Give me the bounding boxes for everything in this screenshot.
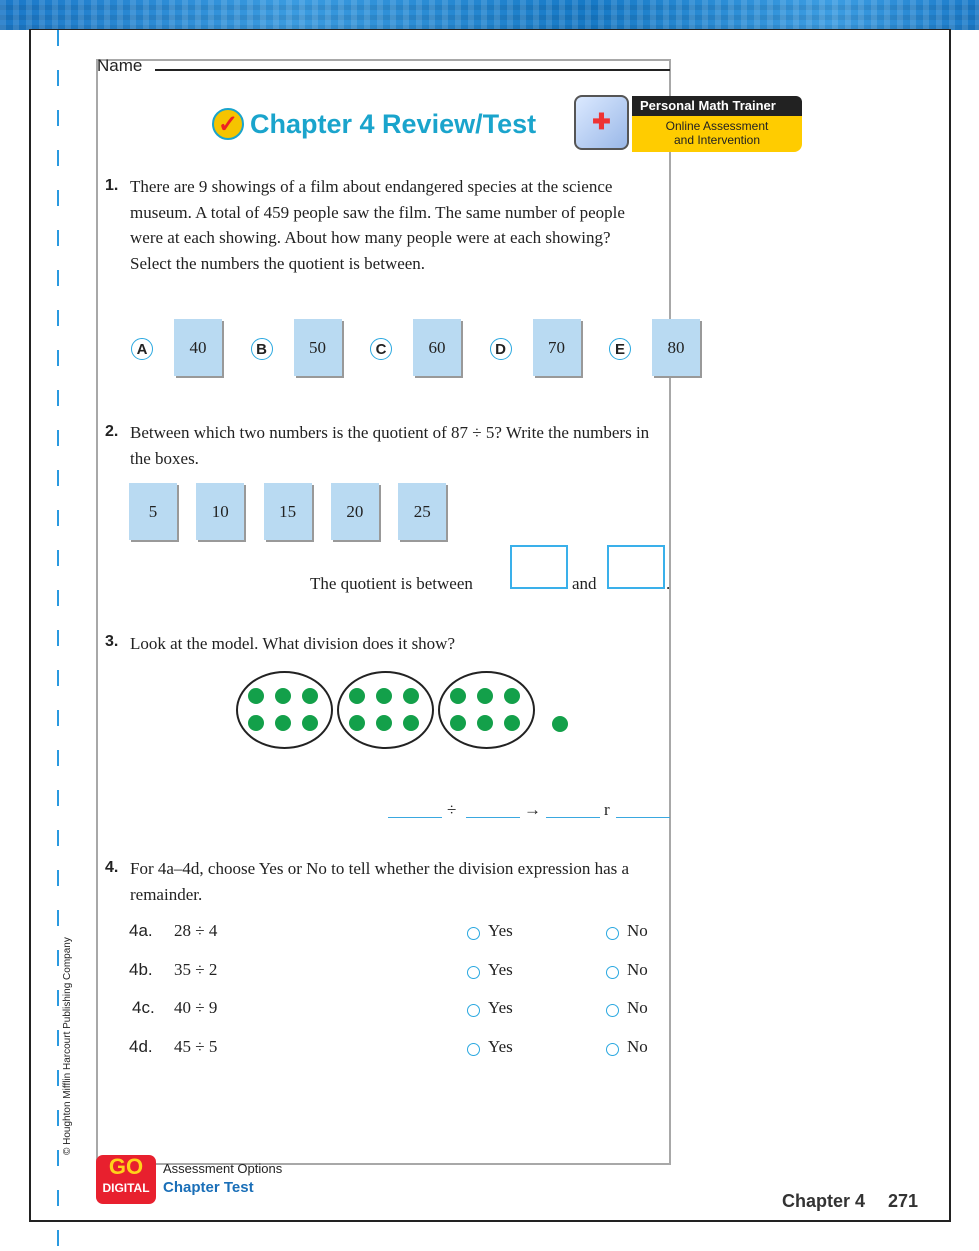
- row-label: 4b.: [129, 959, 153, 979]
- option-letter-a[interactable]: A: [131, 338, 153, 360]
- no-label: No: [627, 921, 648, 940]
- name-label: Name: [97, 56, 143, 75]
- page-number: 271: [888, 1191, 919, 1211]
- counter-dot: [349, 688, 365, 704]
- question-2-text: Between which two numbers is the quotient of 87 ÷ 5? Write the numbers in the boxes.: [130, 423, 650, 468]
- number-tile[interactable]: 25: [398, 483, 446, 540]
- dashed-margin-line: [57, 30, 59, 1251]
- counter-dot: [376, 688, 392, 704]
- counter-dot: [349, 715, 365, 731]
- arrow-icon: →: [524, 800, 541, 819]
- division-expression: 35 ÷ 2: [174, 959, 218, 979]
- pmt-subtitle: [632, 116, 802, 152]
- counter-dot: [302, 715, 318, 731]
- checkmark-icon: ✓: [212, 108, 244, 140]
- yes-radio[interactable]: [467, 1004, 480, 1017]
- counter-dot: [403, 688, 419, 704]
- period: .: [666, 574, 671, 593]
- assessment-options-label: Assessment Options: [163, 1161, 283, 1176]
- question-number: 2.: [105, 423, 119, 440]
- digital-text: DIGITAL: [102, 1181, 150, 1195]
- answer-sentence: The quotient is between: [310, 574, 473, 593]
- question-3-text: Look at the model. What division does it show?: [130, 634, 456, 653]
- counter-dot: [275, 715, 291, 731]
- number-tile[interactable]: 20: [331, 483, 379, 540]
- counter-dot: [450, 688, 466, 704]
- pmt-line-2: and Intervention: [673, 133, 761, 147]
- group-oval: [438, 671, 535, 749]
- row-label: 4a.: [129, 921, 153, 940]
- yes-label: Yes: [488, 959, 513, 979]
- dividend-blank[interactable]: [388, 817, 442, 818]
- pmt-title: Personal Math Trainer: [632, 96, 802, 116]
- quotient-blank[interactable]: [546, 817, 600, 818]
- title-text: Chapter 4 Review/Test: [250, 108, 537, 139]
- chapter-label: Chapter 4: [782, 1191, 866, 1211]
- no-label: No: [627, 959, 648, 979]
- page-title: [212, 108, 536, 140]
- go-text: GO: [108, 1154, 144, 1179]
- row-label: 4d.: [129, 1036, 153, 1056]
- counter-dot: [477, 688, 493, 704]
- yes-label: Yes: [488, 998, 513, 1017]
- go-digital-logo[interactable]: [96, 1155, 156, 1204]
- question-number: 3.: [105, 633, 119, 650]
- yes-label: Yes: [488, 921, 513, 940]
- option-letter-b[interactable]: B: [251, 338, 273, 360]
- option-letter-c[interactable]: C: [370, 338, 392, 360]
- question-1-text: There are 9 showings of a film about endangered species at the science museum. A total of 459 people saw the film. The same number of people were at each showing. About how many people were at each showing? Select the numbers the quotient is between.: [130, 177, 625, 273]
- divisor-blank[interactable]: [466, 817, 520, 818]
- counter-dot: [248, 715, 264, 731]
- option-letter-e[interactable]: E: [609, 338, 631, 360]
- division-expression: 28 ÷ 4: [174, 921, 218, 940]
- counter-dot: [275, 688, 291, 704]
- counter-dot: [302, 688, 318, 704]
- question-number: 4.: [105, 859, 119, 876]
- remainder-blank[interactable]: [616, 817, 670, 818]
- row-label: 4c.: [132, 998, 155, 1017]
- yes-radio[interactable]: [467, 966, 480, 979]
- no-radio[interactable]: [606, 1004, 619, 1017]
- group-oval: [337, 671, 434, 749]
- option-tile-80[interactable]: 80: [652, 319, 700, 376]
- counter-dot: [450, 715, 466, 731]
- no-label: No: [627, 1036, 648, 1056]
- copyright: © Houghton Mifflin Harcourt Publishing Company: [62, 937, 73, 1155]
- yes-label: Yes: [488, 1036, 513, 1056]
- first-aid-kit-icon: ✚: [574, 95, 629, 150]
- option-tile-60[interactable]: 60: [413, 319, 461, 376]
- question-4-text: For 4a–4d, choose Yes or No to tell whether the division expression has a remainder.: [130, 859, 630, 904]
- no-radio[interactable]: [606, 966, 619, 979]
- counter-dot: [376, 715, 392, 731]
- counter-dot: [248, 688, 264, 704]
- question-number: 1.: [105, 177, 119, 194]
- divide-sign: ÷: [447, 800, 457, 819]
- answer-box-2[interactable]: [607, 545, 665, 589]
- chapter-test-link[interactable]: Chapter Test: [163, 1179, 254, 1196]
- pmt-line-1: Online Assessment: [665, 119, 769, 133]
- extra-counter-dot: [552, 716, 568, 732]
- counter-dot: [504, 715, 520, 731]
- no-label: No: [627, 998, 648, 1017]
- personal-math-trainer-badge[interactable]: [572, 93, 802, 153]
- header-band: [0, 0, 979, 30]
- answer-box-1[interactable]: [510, 545, 568, 589]
- option-tile-40[interactable]: 40: [174, 319, 222, 376]
- no-radio[interactable]: [606, 927, 619, 940]
- no-radio[interactable]: [606, 1043, 619, 1056]
- remainder-label: r: [604, 800, 610, 819]
- counter-dot: [504, 688, 520, 704]
- number-tile[interactable]: 15: [264, 483, 312, 540]
- division-expression: 40 ÷ 9: [174, 998, 218, 1017]
- division-expression: 45 ÷ 5: [174, 1036, 218, 1056]
- and-label: and: [572, 574, 597, 593]
- yes-radio[interactable]: [467, 927, 480, 940]
- number-tile[interactable]: 10: [196, 483, 244, 540]
- counter-dot: [403, 715, 419, 731]
- option-letter-d[interactable]: D: [490, 338, 512, 360]
- group-oval: [236, 671, 333, 749]
- yes-radio[interactable]: [467, 1043, 480, 1056]
- option-tile-50[interactable]: 50: [294, 319, 342, 376]
- name-field[interactable]: [155, 69, 670, 71]
- option-tile-70[interactable]: 70: [533, 319, 581, 376]
- number-tile[interactable]: 5: [129, 483, 177, 540]
- counter-dot: [477, 715, 493, 731]
